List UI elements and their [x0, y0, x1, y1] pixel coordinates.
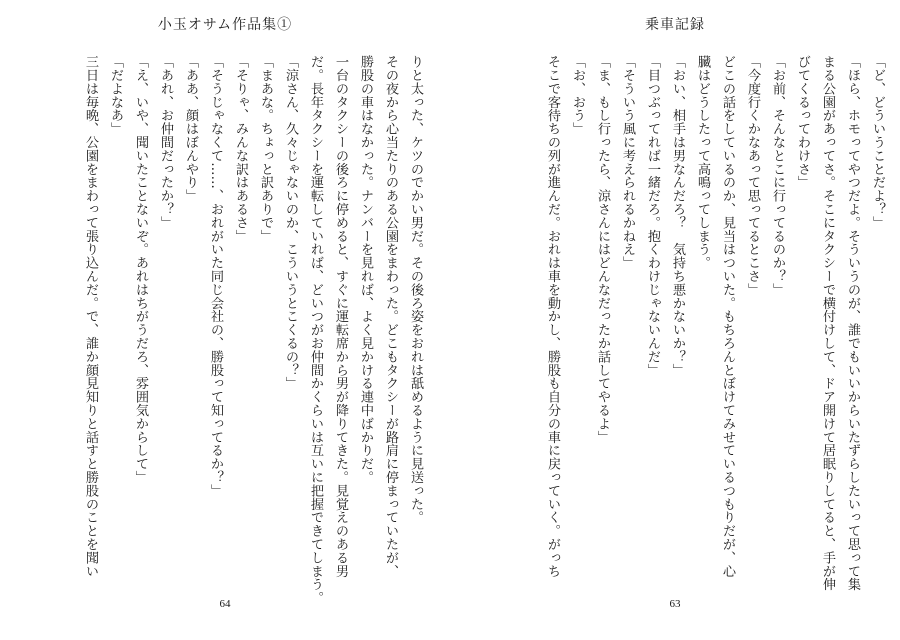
right-page-body-text	[540, 55, 890, 591]
text-column: りと太った、ケツのでかい男だ。その後ろ姿をおれは舐めるように見送った。	[408, 55, 423, 524]
text-column: 「まあな。ちょっと訳ありで」	[258, 55, 273, 243]
text-column: 「涼さん、久々じゃないのか、こういうとこくるの？」	[283, 55, 298, 390]
text-column: 一台のタクシーの後ろに停めると、すぐに運転席から男が降りてきた。見覚えのある男	[333, 55, 348, 578]
text-column: 「そういう風に考えられるかねえ」	[620, 55, 635, 270]
text-column: 「そうじゃなくて……、おれがいた同じ会社の、勝股って知ってるか？」	[208, 55, 223, 498]
page-number-right: 63	[669, 598, 681, 610]
text-column: 「お、おう」	[570, 55, 585, 136]
text-column: 「そりゃ、みんな訳はあるさ」	[233, 55, 248, 243]
text-column: まる公園があってさ。そこにタクシーで横付けして、ドア開けて居眠りしてると、手が伸	[820, 55, 835, 591]
text-column: 「ま、もし行ったら、涼さんにはどんなだったか話してやるよ」	[595, 55, 610, 444]
text-column: 「ほら、ホモってやつだよ。そういうのが、誰でもいいからいたずらしたいって思って集	[845, 55, 860, 591]
text-column: そこで客待ちの列が進んだ。おれは車を動かし、勝股も自分の車に戻っていく。がっち	[545, 55, 560, 578]
text-column: 「え、いや、聞いたことないぞ。あれはちがうだろ、雰囲気からして」	[133, 55, 148, 484]
running-head-left: 小玉オサム作品集①	[157, 17, 293, 33]
text-column: 「あれ、お仲間だったか？」	[158, 55, 173, 230]
text-column: 「ああ、顔はぼんやり」	[183, 55, 198, 203]
right-page	[450, 0, 900, 640]
text-column: 臓はどうしたって高鳴ってしまう。	[695, 55, 710, 270]
text-column: 「今度行くかなあって思ってるとこさ」	[745, 55, 760, 297]
text-column: びてくるってわけさ」	[795, 55, 810, 189]
running-head-right: 乗車記録	[645, 17, 705, 33]
text-column: 「目つぶってれば一緒だろ。抱くわけじゃないんだ」	[645, 55, 660, 377]
text-column: その夜から心当たりのある公園をまわった。どこもタクシーが路肩に停まっていたが、	[383, 55, 398, 578]
text-column: 「お前、そんなとこに行ってるのか？」	[770, 55, 785, 297]
page-number-left: 64	[219, 598, 231, 610]
text-column: だ。長年タクシーを運転していれば、どいつがお仲間かくらいは互いに把握できてしまう。	[308, 55, 323, 605]
text-column: 三日は毎晩、公園をまわって張り込んだ。で、誰か顔見知りと話すと勝股のことを聞い	[83, 55, 98, 578]
text-column: 勝股の車はなかった。ナンバーを見れば、よく見かける連中ばかりだ。	[358, 55, 373, 484]
text-column: どこの話をしているのか、見当はついた。もちろんとぼけてみせているつもりだが、心	[720, 55, 735, 578]
text-column: 「だよなあ」	[108, 55, 123, 136]
text-column: 「おい、相手は男なんだろ？ 気持ち悪かないか？」	[670, 55, 685, 377]
text-column: 「ど、どういうことだよ？」	[870, 55, 885, 230]
